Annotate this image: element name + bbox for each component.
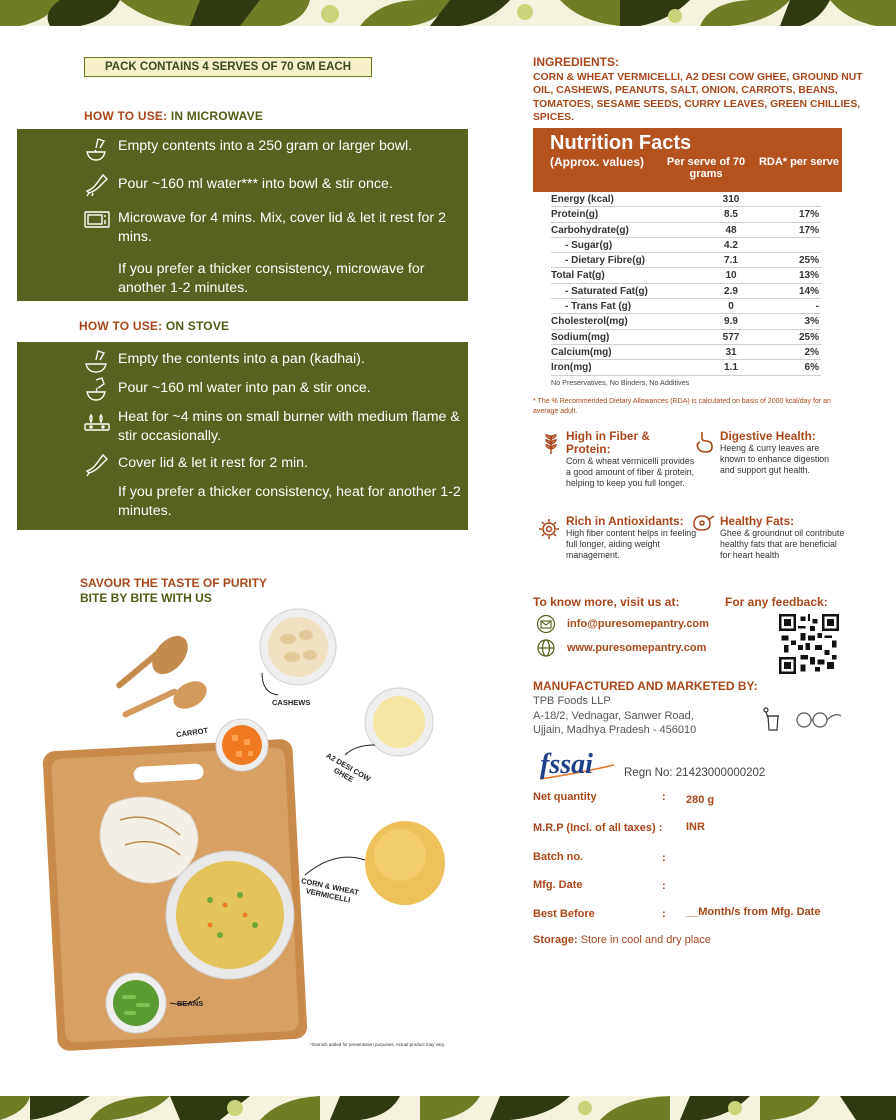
- cashews-label: CASHEWS: [272, 698, 311, 707]
- benefit-fiber-protein: [566, 430, 696, 489]
- nutrient-name: - Trans Fat (g): [565, 301, 632, 313]
- benefit-digestive-desc: Heeng & curry leaves are known to enhance digestion and support gut health.: [720, 443, 830, 475]
- nutrient-name: Cholesterol(mg): [551, 316, 628, 328]
- qr-code-image[interactable]: [779, 614, 839, 674]
- benefit-healthy-fats: [720, 515, 845, 561]
- microwave-heading: [84, 109, 263, 123]
- microwave-instructions-panel: [17, 129, 468, 301]
- nutrient-per-serve: 4.2: [724, 239, 738, 251]
- mrp-label: M.R.P (Incl. of all taxes) :: [533, 822, 663, 834]
- antioxidant-gear-icon: [537, 517, 561, 541]
- fssai-registration-number: Regn No: 21423000000202: [624, 767, 766, 779]
- nutrient-name: - Saturated Fat(g): [565, 285, 648, 297]
- microwave-step-3: Microwave for 4 mins. Mix, cover lid & let it rest for 2 mins.: [118, 210, 446, 245]
- stove-heading: [79, 319, 229, 333]
- nutrition-row: [551, 238, 821, 253]
- nutrient-rda: -: [815, 301, 819, 313]
- stove-step-1: Empty the contents into a pan (kadhai).: [118, 351, 365, 367]
- manufacturer-address-1: A-18/2, Vednagar, Sanwer Road,: [533, 710, 694, 722]
- nutrient-rda: 13%: [798, 270, 819, 282]
- microwave-step-1: Empty contents into a 250 gram or larger bowl.: [118, 138, 413, 154]
- stove-burner-icon: [83, 408, 111, 434]
- nutrient-rda: 14%: [798, 285, 819, 297]
- lid-cover-icon: [83, 451, 111, 477]
- stove-instructions-panel: [17, 342, 468, 530]
- nutrition-row: [551, 314, 821, 329]
- stove-heading-suffix: ON STOVE: [165, 319, 230, 333]
- nutrition-title: Nutrition Facts: [550, 132, 692, 154]
- best-before-label: Best Before: [533, 908, 595, 920]
- nutrition-approx-values: (Approx. values): [550, 155, 645, 169]
- nutrition-row: [551, 299, 821, 314]
- nutrient-per-serve: 10: [725, 270, 737, 282]
- nutrient-per-serve: 310: [722, 194, 740, 205]
- nutrient-per-serve: 48: [725, 224, 737, 236]
- stove-heading-prefix: HOW TO USE:: [79, 319, 166, 333]
- healthy-fats-icon: [690, 510, 718, 534]
- nutrition-row: [551, 330, 821, 345]
- stove-step-5: If you prefer a thicker consistency, heat for another 1-2 minutes.: [118, 484, 461, 519]
- no-preservatives-note: No Preservatives, No Binders, No Additives: [551, 378, 690, 387]
- beans-label: BEANS: [177, 999, 204, 1008]
- nutrition-header: [533, 128, 842, 192]
- email-link[interactable]: info@puresomepantry.com: [567, 618, 709, 630]
- fssai-logo: [536, 747, 616, 783]
- website-link[interactable]: www.puresomepantry.com: [567, 642, 707, 654]
- net-quantity-value: 280 g: [686, 794, 715, 806]
- bowl-pour-icon: [83, 136, 111, 162]
- nutrient-per-serve: 1.1: [724, 362, 738, 374]
- ingredients-list: CORN & WHEAT VERMICELLI, A2 DESI COW GHEE, GROUND NUT OIL, CASHEWS, PEANUTS, SALT, ONION, CARROTS, BEANS, TOMATOES, SESAME SEEDS, CURRY LEAVES, GREEN CHILLIES, SPICES.: [533, 72, 863, 124]
- svg-text:fssai: fssai: [540, 749, 593, 780]
- nutrient-name: Iron(mg): [551, 362, 592, 374]
- nutrient-name: Energy (kcal): [551, 194, 614, 205]
- microwave-step-2: Pour ~160 ml water*** into bowl & stir once.: [118, 176, 393, 192]
- pack-contents-banner: PACK CONTAINS 4 SERVES OF 70 GM EACH: [84, 57, 372, 77]
- nutrition-row: [551, 345, 821, 360]
- nutrition-column-rda: RDA* per serve: [758, 156, 840, 168]
- nutrient-name: - Dietary Fibre(g): [565, 255, 646, 267]
- nutrition-row: [551, 207, 821, 222]
- nutrient-rda: 17%: [798, 209, 819, 221]
- bottom-pattern-band: [0, 1096, 896, 1120]
- savour-tagline: [80, 576, 267, 606]
- presentation-disclaimer: *Garnish added for presentation purposes. Actual product may vary.: [310, 1042, 445, 1047]
- nutrient-per-serve: 31: [725, 346, 737, 358]
- nutrient-name: Protein(g): [551, 209, 599, 221]
- ingredients-illustration: [40, 605, 480, 1055]
- nutrient-rda: 25%: [798, 255, 819, 267]
- nutrient-rda: 6%: [804, 362, 819, 374]
- nutrient-per-serve: 0: [728, 301, 734, 313]
- nutrient-per-serve: 7.1: [724, 255, 738, 267]
- nutrient-rda: 17%: [798, 224, 819, 236]
- water-pour-pan-icon: [83, 376, 111, 402]
- stove-step-2: Pour ~160 ml water into pan & stir once.: [118, 380, 371, 396]
- nutrient-per-serve: 2.9: [724, 285, 738, 297]
- benefit-digestive: [720, 430, 845, 476]
- manufacturer-name: TPB Foods LLP: [533, 695, 611, 707]
- nutrition-row: [551, 284, 821, 299]
- ghee-label: A2 DESI COW GHEE: [324, 750, 372, 785]
- benefit-digestive-title: Digestive Health:: [720, 429, 816, 443]
- nutrient-per-serve: 8.5: [724, 209, 738, 221]
- nutrition-row: [551, 268, 821, 283]
- stomach-icon: [692, 430, 716, 454]
- microwave-step-4: If you prefer a thicker consistency, microwave for another 1-2 minutes.: [118, 261, 425, 296]
- mrp-value: INR: [686, 821, 705, 833]
- nutrition-table: [551, 192, 821, 376]
- ingredients-title: INGREDIENTS:: [533, 55, 620, 69]
- manufacturer-title: MANUFACTURED AND MARKETED BY:: [533, 679, 758, 693]
- benefit-antioxidants-desc: High fiber content helps in feeling full longer, aiding weight management.: [566, 528, 697, 560]
- mfg-date-colon: :: [662, 880, 666, 892]
- nutrient-name: Total Fat(g): [551, 270, 605, 282]
- nutrition-row: [551, 223, 821, 238]
- nutrition-row: [551, 192, 821, 207]
- globe-icon: [536, 639, 556, 657]
- nutrition-row: [551, 360, 821, 375]
- nutrition-row: [551, 253, 821, 268]
- water-pour-icon: [83, 171, 111, 197]
- stove-step-4: Cover lid & let it rest for 2 min.: [118, 455, 309, 471]
- benefit-fats-desc: Ghee & groundnut oil contribute healthy fats that are beneficial for heart health: [720, 528, 845, 560]
- nutrient-per-serve: 577: [722, 331, 740, 343]
- vermicelli-label: CORN & WHEAT VERMICELLI: [300, 876, 360, 905]
- batch-colon: :: [662, 852, 666, 864]
- net-quantity-label: Net quantity: [533, 791, 597, 803]
- stove-step-3: Heat for ~4 mins on small burner with medium flame & stir occasionally.: [118, 409, 460, 444]
- nutrient-name: Sodium(mg): [551, 331, 610, 343]
- email-icon: [536, 615, 556, 633]
- rda-footnote: * The % Recommended Dietary Allowances (RDA) is calculated on basis of 2000 kcal/day for an average adult.: [533, 398, 831, 415]
- microwave-heading-suffix: IN MICROWAVE: [170, 109, 264, 123]
- benefit-fiber-title: High in Fiber & Protein:: [566, 429, 650, 456]
- savour-line-2: BITE BY BITE WITH US: [80, 591, 212, 605]
- dispose-responsibly-icon: [760, 706, 786, 734]
- pan-pour-icon: [83, 348, 111, 374]
- storage-value: Store in cool and dry place: [577, 934, 711, 946]
- nutrient-name: Calcium(mg): [551, 346, 612, 358]
- swachh-bharat-icon: [790, 708, 842, 734]
- nutrient-name: Carbohydrate(g): [551, 224, 629, 236]
- benefit-antioxidants: [566, 515, 701, 561]
- storage-label: Storage:: [533, 934, 578, 946]
- nutrient-per-serve: 9.9: [724, 316, 738, 328]
- know-more-label: To know more, visit us at:: [533, 595, 680, 609]
- best-before-value: __Month/s from Mfg. Date: [686, 906, 821, 918]
- benefit-fats-title: Healthy Fats:: [720, 514, 795, 528]
- nutrient-rda: 3%: [804, 316, 819, 328]
- net-quantity-colon: :: [662, 791, 666, 803]
- savour-line-1: SAVOUR THE TASTE OF PURITY: [80, 576, 267, 590]
- wheat-icon: [539, 432, 563, 456]
- benefit-antioxidants-title: Rich in Antioxidants:: [566, 514, 684, 528]
- microwave-heading-prefix: HOW TO USE:: [84, 109, 171, 123]
- batch-label: Batch no.: [533, 851, 584, 863]
- mfg-date-label: Mfg. Date: [533, 879, 583, 891]
- benefit-fiber-desc: Corn & wheat vermicelli provides a good amount of fiber & protein, helping to keep you full longer.: [566, 456, 695, 488]
- best-before-colon: :: [662, 908, 666, 920]
- nutrient-rda: 25%: [798, 331, 819, 343]
- nutrient-rda: 2%: [804, 346, 819, 358]
- nutrient-name: - Sugar(g): [565, 239, 613, 251]
- manufacturer-address-2: Ujjain, Madhya Pradesh - 456010: [533, 724, 697, 736]
- microwave-oven-icon: [83, 207, 111, 233]
- top-pattern-band: [0, 0, 896, 26]
- nutrition-column-per-serve: Per serve of 70 grams: [666, 156, 746, 180]
- storage-instructions: [533, 934, 711, 946]
- carrot-label: CARROT: [175, 725, 209, 740]
- feedback-label: For any feedback:: [725, 595, 828, 609]
- wooden-spoons-image: [115, 629, 211, 718]
